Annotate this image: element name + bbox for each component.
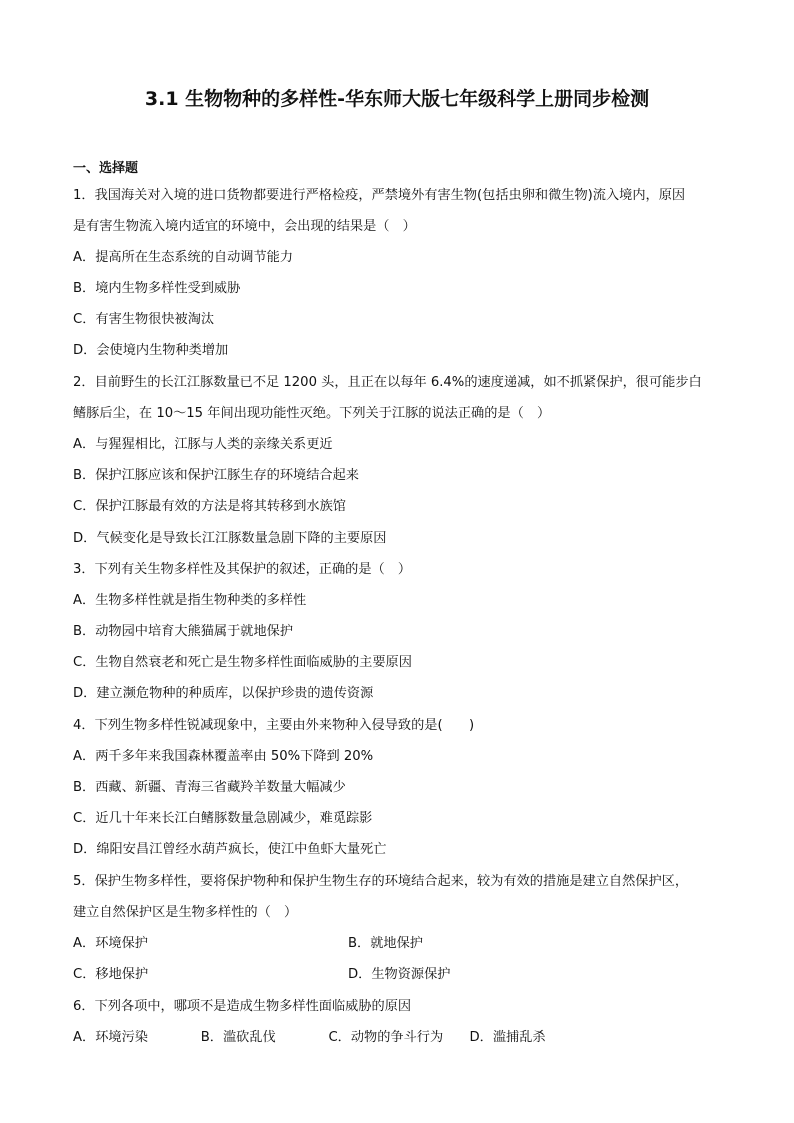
q5-stem-line1: 5．保护生物多样性，要将保护物种和保护生物生存的环境结合起来，较为有效的措施是建立自然保护区， [73,874,689,889]
q5-options-row1 [73,933,733,955]
q5-option-c: C．移地保护 [73,967,149,982]
q1-option-c: C．有害生物很快被淘汰 [73,312,215,327]
q3-option-b: B．动物园中培育大熊猫属于就地保护 [73,624,294,639]
document-title: 3.1 生物物种的多样性-华东师大版七年级科学上册同步检测 [144,88,650,110]
q2-option-c: C．保护江豚最有效的方法是将其转移到水族馆 [73,499,346,514]
q3-option-c: C．生物自然衰老和死亡是生物多样性面临威胁的主要原因 [73,655,412,670]
q1-stem-line2: 是有害生物流入境内适宜的环境中，会出现的结果是（ ） [73,219,416,234]
q5-options-row2 [73,964,733,986]
q4-option-b: B．西藏、新疆、青海三省藏羚羊数量大幅减少 [73,780,346,795]
q2-option-b: B．保护江豚应该和保护江豚生存的环境结合起来 [73,468,359,483]
q2-option-a: A．与猩猩相比，江豚与人类的亲缘关系更近 [73,437,333,452]
q4-stem: 4．下列生物多样性锐减现象中，主要由外来物种入侵导致的是( ) [73,718,475,733]
q1-option-b: B．境内生物多样性受到威胁 [73,281,241,296]
q4-option-a: A．两千多年来我国森林覆盖率由 50%下降到 20% [73,749,374,764]
q1-option-d: D．会使境内生物种类增加 [73,343,229,358]
q2-stem-line1: 2．目前野生的长江江豚数量已不足 1200 头，且正在以每年 6.4%的速度递减，如不抓紧保护，很可能步白 [73,375,702,390]
q5-stem-line2: 建立自然保护区是生物多样性的（ ） [73,905,298,920]
q2-stem-line2: 鳍豚后尘，在 10～15 年间出现功能性灭绝。下列关于江豚的说法正确的是（ ） [73,406,551,421]
q2-option-d: D．气候变化是导致长江江豚数量急剧下降的主要原因 [73,531,387,546]
q6-stem: 6．下列各项中，哪项不是造成生物多样性面临威胁的原因 [73,999,412,1014]
q6-options: A．环境污染 B．滥砍乱伐 C．动物的争斗行为 D．滥捕乱杀 [73,1030,546,1045]
q3-option-d: D．建立濒危物种的种质库，以保护珍贵的遗传资源 [73,686,374,701]
q4-option-d: D．绵阳安昌江曾经水葫芦疯长，使江中鱼虾大量死亡 [73,842,387,857]
section-heading: 一、选择题 [73,161,139,176]
q5-option-d: D．生物资源保护 [348,967,451,982]
q5-option-a: A．环境保护 [73,936,148,951]
q3-option-a: A．生物多样性就是指生物种类的多样性 [73,593,307,608]
q4-option-c: C．近几十年来长江白鳍豚数量急剧减少，难觅踪影 [73,811,373,826]
q5-option-b: B．就地保护 [348,936,423,951]
q1-option-a: A．提高所在生态系统的自动调节能力 [73,250,294,265]
q1-stem-line1: 1．我国海关对入境的进口货物都要进行严格检疫，严禁境外有害生物(包括虫卵和微生物)流入境内，原因 [73,188,686,203]
q3-stem: 3．下列有关生物多样性及其保护的叙述，正确的是（ ） [73,562,412,577]
